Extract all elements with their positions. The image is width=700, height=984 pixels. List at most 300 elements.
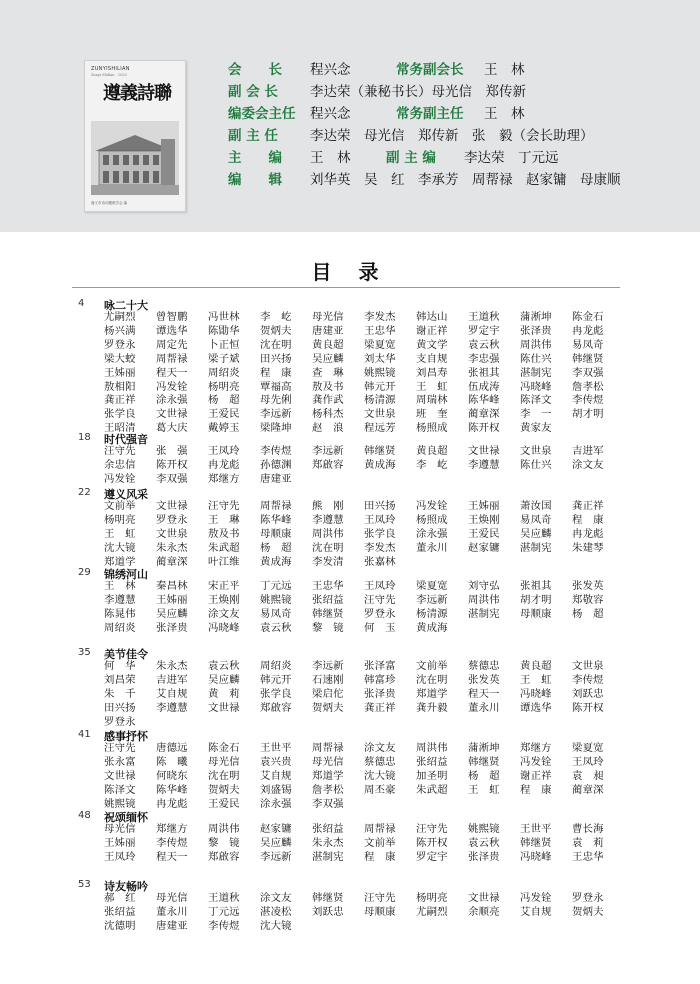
author-name: 葛大庆 bbox=[156, 422, 188, 435]
section-authors bbox=[104, 311, 624, 436]
author-name: 程 康 bbox=[260, 366, 292, 379]
author-name: 汪守先 bbox=[208, 500, 240, 512]
author-name: 王凤玲 bbox=[208, 445, 240, 457]
author-name: 周洪伟 bbox=[312, 527, 344, 540]
author-name: 周帮禄 bbox=[312, 742, 344, 754]
author-name: 冯晓峰 bbox=[520, 687, 552, 700]
author-name: 李远新 bbox=[260, 408, 292, 421]
author-name: 黄 莉 bbox=[208, 687, 240, 700]
section-title: 感事抒怀 bbox=[104, 730, 148, 743]
author-name: 伍成涛 bbox=[468, 380, 500, 393]
section-authors bbox=[104, 823, 624, 865]
author-name: 王姊丽 bbox=[104, 836, 136, 849]
author-name: 冯晓峰 bbox=[208, 621, 240, 634]
author-name: 袁兴贵 bbox=[260, 755, 292, 768]
author-name: 曹长海 bbox=[572, 823, 604, 835]
author-name: 何 玉 bbox=[364, 621, 396, 634]
author-name: 朱武超 bbox=[208, 541, 240, 554]
author-name: 张学良 bbox=[260, 687, 292, 700]
author-name: 敖及书 bbox=[208, 527, 240, 540]
author-name: 刘昌寿 bbox=[416, 366, 448, 379]
author-name: 黎 镜 bbox=[312, 621, 344, 634]
author-name: 郑啟容 bbox=[260, 701, 292, 714]
author-name: 陈勖华 bbox=[208, 324, 240, 337]
author-name: 李遵慧 bbox=[468, 458, 500, 471]
author-name: 韩继贤 bbox=[572, 352, 604, 365]
author-name: 王爱民 bbox=[208, 408, 240, 421]
author-name: 詹孝松 bbox=[572, 380, 604, 393]
author-name: 支自规 bbox=[416, 352, 448, 365]
author-name: 龚升毅 bbox=[416, 701, 448, 714]
author-name: 叶江维 bbox=[208, 555, 240, 568]
author-name: 罗登永 bbox=[104, 338, 136, 351]
author-name: 周帮禄 bbox=[364, 823, 396, 835]
author-name: 文世禄 bbox=[104, 769, 136, 782]
author-name: 郑敬容 bbox=[572, 593, 604, 606]
author-name: 郑继方 bbox=[156, 823, 188, 835]
section-authors bbox=[104, 580, 624, 636]
author-name: 董永川 bbox=[416, 541, 448, 554]
staff-names: 程兴念 bbox=[310, 106, 351, 122]
author-name: 胡才明 bbox=[520, 593, 552, 606]
author-name: 张泽贵 bbox=[364, 687, 396, 700]
author-name: 易凤奇 bbox=[572, 338, 604, 351]
staff-names-secondary: 王 林 bbox=[484, 62, 525, 78]
author-name: 母光信 bbox=[312, 755, 344, 768]
author-name: 王 虹 bbox=[520, 673, 552, 686]
author-name: 龚作武 bbox=[312, 394, 344, 407]
author-name: 陈开权 bbox=[416, 836, 448, 849]
author-name: 梁大蛟 bbox=[104, 352, 136, 365]
author-name: 艾自规 bbox=[520, 905, 552, 918]
author-name: 杨 超 bbox=[260, 541, 292, 554]
author-name: 杨 超 bbox=[208, 394, 240, 407]
author-name: 湛凌松 bbox=[260, 905, 292, 918]
staff-role: 会 长 bbox=[228, 62, 282, 78]
author-name: 母光信 bbox=[208, 755, 240, 768]
author-name: 周洪伟 bbox=[468, 593, 500, 606]
author-name: 杨照成 bbox=[416, 513, 448, 526]
author-name: 蒲淅坤 bbox=[520, 311, 552, 323]
section-page-number: 29 bbox=[78, 567, 91, 578]
author-name: 文世泉 bbox=[156, 527, 188, 540]
author-name: 李遵慧 bbox=[104, 593, 136, 606]
author-name: 刘守弘 bbox=[468, 580, 500, 592]
author-name: 文世泉 bbox=[364, 408, 396, 421]
author-name: 杨明亮 bbox=[104, 513, 136, 526]
author-name: 陈晁伟 bbox=[104, 607, 136, 620]
author-name: 杨 超 bbox=[468, 769, 500, 782]
author-name: 冉龙彪 bbox=[156, 797, 188, 810]
author-name: 刘太华 bbox=[364, 352, 396, 365]
author-name: 唐德远 bbox=[156, 742, 188, 754]
author-name: 蔡德忠 bbox=[468, 660, 500, 672]
author-name: 陈仕兴 bbox=[520, 458, 552, 471]
staff-role: 副 会 长 bbox=[228, 84, 278, 100]
author-name: 王爱民 bbox=[208, 797, 240, 810]
author-name: 李双强 bbox=[572, 366, 604, 379]
staff-names-secondary: 王 林 bbox=[484, 106, 525, 122]
author-name: 黄成海 bbox=[260, 555, 292, 568]
author-name: 程远芳 bbox=[364, 422, 396, 435]
author-name: 孙德渊 bbox=[260, 458, 292, 471]
author-name: 熊 刚 bbox=[312, 500, 344, 512]
author-name: 韩元开 bbox=[260, 673, 292, 686]
section-authors bbox=[104, 742, 624, 812]
staff-role: 编 辑 bbox=[228, 172, 282, 188]
author-name: 李忠强 bbox=[468, 352, 500, 365]
author-name: 李 一 bbox=[520, 408, 552, 421]
author-name: 王 琳 bbox=[208, 513, 240, 526]
author-name: 王道秋 bbox=[208, 892, 240, 904]
author-name: 周洪伟 bbox=[208, 823, 240, 835]
author-name: 李双强 bbox=[312, 797, 344, 810]
author-name: 张学良 bbox=[364, 527, 396, 540]
author-name: 杨兴满 bbox=[104, 324, 136, 337]
author-name: 罗登永 bbox=[364, 607, 396, 620]
author-name: 郑道学 bbox=[312, 769, 344, 782]
author-name: 王世平 bbox=[520, 823, 552, 835]
author-name: 唐建亚 bbox=[312, 324, 344, 337]
section-authors bbox=[104, 500, 624, 570]
author-name: 朱 千 bbox=[104, 687, 136, 700]
staff-role: 编委会主任 bbox=[228, 106, 296, 122]
author-name: 赵家镛 bbox=[468, 541, 500, 554]
author-name: 郑道学 bbox=[416, 687, 448, 700]
author-name: 周帮禄 bbox=[156, 352, 188, 365]
author-name: 梁隆坤 bbox=[260, 422, 292, 435]
author-name: 黄家友 bbox=[520, 422, 552, 435]
author-name: 周绍炎 bbox=[208, 366, 240, 379]
author-name: 王姊丽 bbox=[468, 500, 500, 512]
author-name: 涂永强 bbox=[416, 527, 448, 540]
author-name: 韩继贤 bbox=[312, 892, 344, 904]
author-name: 姚熙镜 bbox=[104, 797, 136, 810]
author-name: 王焕刚 bbox=[208, 593, 240, 606]
author-name: 张泽富 bbox=[364, 660, 396, 672]
author-name: 朱永杰 bbox=[156, 660, 188, 672]
author-name: 蔺章深 bbox=[156, 555, 188, 568]
author-name: 沈大镜 bbox=[364, 769, 396, 782]
author-name: 冯世林 bbox=[208, 311, 240, 323]
author-name: 黄成海 bbox=[416, 621, 448, 634]
author-name: 周瑞林 bbox=[416, 394, 448, 407]
author-name: 覃福高 bbox=[260, 380, 292, 393]
author-name: 李传煜 bbox=[156, 836, 188, 849]
author-name: 易凤奇 bbox=[520, 513, 552, 526]
author-name: 张永富 bbox=[104, 755, 136, 768]
author-name: 王世平 bbox=[260, 742, 292, 754]
author-name: 母光信 bbox=[156, 892, 188, 904]
author-name: 尤嗣烈 bbox=[416, 905, 448, 918]
section-title: 美节佳令 bbox=[104, 648, 148, 661]
author-name: 郑啟容 bbox=[312, 458, 344, 471]
author-name: 韩元开 bbox=[364, 380, 396, 393]
section-title: 诗友畅吟 bbox=[104, 880, 148, 893]
author-name: 冉龙彪 bbox=[208, 458, 240, 471]
author-name: 郑道学 bbox=[104, 555, 136, 568]
author-name: 文世禄 bbox=[156, 408, 188, 421]
author-name: 张祖其 bbox=[520, 580, 552, 592]
author-name: 吴应麟 bbox=[208, 673, 240, 686]
author-name: 龚正祥 bbox=[104, 394, 136, 407]
author-name: 陈仕兴 bbox=[520, 352, 552, 365]
author-name: 母光信 bbox=[104, 823, 136, 835]
author-name: 文世禄 bbox=[156, 500, 188, 512]
cover-building-photo bbox=[91, 121, 179, 195]
author-name: 文世禄 bbox=[468, 892, 500, 904]
author-name: 王焕刚 bbox=[468, 513, 500, 526]
masthead-panel bbox=[0, 0, 700, 232]
author-name: 韩继贤 bbox=[364, 445, 396, 457]
author-name: 汪守先 bbox=[364, 892, 396, 904]
author-name: 蒲淅坤 bbox=[468, 742, 500, 754]
author-name: 李远新 bbox=[416, 593, 448, 606]
author-name: 李远新 bbox=[260, 850, 292, 863]
author-name: 蔺章深 bbox=[572, 783, 604, 796]
staff-names-secondary: 李达荣 丁元远 bbox=[464, 150, 559, 166]
author-name: 沈在明 bbox=[208, 769, 240, 782]
author-name: 文世禄 bbox=[208, 701, 240, 714]
author-name: 曾智鹏 bbox=[156, 311, 188, 323]
author-name: 田兴扬 bbox=[364, 500, 396, 512]
author-name: 李传煜 bbox=[260, 445, 292, 457]
author-name: 王忠华 bbox=[364, 324, 396, 337]
author-name: 周绍炎 bbox=[104, 621, 136, 634]
author-name: 戴婷玉 bbox=[208, 422, 240, 435]
author-name: 王 虹 bbox=[104, 527, 136, 540]
author-name: 周绍炎 bbox=[260, 660, 292, 672]
author-name: 张 强 bbox=[156, 445, 188, 457]
author-name: 李遵慧 bbox=[156, 701, 188, 714]
author-name: 宋正平 bbox=[208, 580, 240, 592]
author-name: 石速刚 bbox=[312, 673, 344, 686]
author-name: 王忠华 bbox=[312, 580, 344, 592]
author-name: 沈在明 bbox=[312, 541, 344, 554]
author-name: 郑继方 bbox=[208, 472, 240, 485]
section-title: 锦绣河山 bbox=[104, 568, 148, 581]
author-name: 袁云秋 bbox=[260, 621, 292, 634]
journal-cover bbox=[84, 60, 186, 212]
section-page-number: 4 bbox=[78, 298, 85, 309]
author-name: 谭选华 bbox=[520, 701, 552, 714]
author-name: 袁 昶 bbox=[572, 769, 604, 782]
toc-heading: 目 录 bbox=[311, 260, 389, 284]
author-name: 陈开权 bbox=[156, 458, 188, 471]
author-name: 胡才明 bbox=[572, 408, 604, 421]
author-name: 文前举 bbox=[104, 500, 136, 512]
author-name: 周丕豪 bbox=[364, 783, 396, 796]
author-name: 李 屹 bbox=[260, 311, 292, 323]
section-page-number: 35 bbox=[78, 647, 91, 658]
staff-names: 程兴念 bbox=[310, 62, 351, 78]
author-name: 张泽贵 bbox=[468, 850, 500, 863]
section-authors bbox=[104, 660, 624, 730]
staff-names: 王 林 bbox=[310, 150, 351, 166]
author-name: 杨照成 bbox=[416, 422, 448, 435]
author-name: 吉进军 bbox=[572, 445, 604, 457]
author-name: 母顺康 bbox=[520, 607, 552, 620]
author-name: 杨明亮 bbox=[416, 892, 448, 904]
author-name: 姚熙镜 bbox=[468, 823, 500, 835]
author-name: 李发清 bbox=[312, 555, 344, 568]
author-name: 程天一 bbox=[468, 687, 500, 700]
author-name: 冯发铨 bbox=[416, 500, 448, 512]
author-name: 母顺康 bbox=[260, 527, 292, 540]
author-name: 王昭清 bbox=[104, 422, 136, 435]
author-name: 梁夏宽 bbox=[416, 580, 448, 592]
section-title: 咏二十大 bbox=[104, 299, 148, 312]
author-name: 韩富珍 bbox=[364, 673, 396, 686]
author-name: 周洪伟 bbox=[520, 338, 552, 351]
section-page-number: 18 bbox=[78, 432, 91, 443]
author-name: 黄良超 bbox=[312, 338, 344, 351]
author-name: 周定先 bbox=[156, 338, 188, 351]
author-name: 董永川 bbox=[468, 701, 500, 714]
author-name: 张发英 bbox=[572, 580, 604, 592]
author-name: 何 华 bbox=[104, 660, 136, 672]
author-name: 唐建亚 bbox=[260, 472, 292, 485]
author-name: 朱永杰 bbox=[156, 541, 188, 554]
author-name: 李远新 bbox=[312, 660, 344, 672]
author-name: 冯发铨 bbox=[520, 755, 552, 768]
author-name: 冯发铨 bbox=[104, 472, 136, 485]
author-name: 陈金石 bbox=[572, 311, 604, 323]
author-name: 丁元远 bbox=[260, 580, 292, 592]
author-name: 张泽贵 bbox=[520, 324, 552, 337]
author-name: 汪守先 bbox=[416, 823, 448, 835]
author-name: 袁云秋 bbox=[208, 660, 240, 672]
author-name: 程天一 bbox=[156, 366, 188, 379]
author-name: 郝 红 bbox=[104, 892, 136, 904]
author-name: 陈泽文 bbox=[104, 783, 136, 796]
author-name: 易凤奇 bbox=[260, 607, 292, 620]
author-name: 文前举 bbox=[416, 660, 448, 672]
author-name: 张绍益 bbox=[104, 905, 136, 918]
author-name: 冯晓峰 bbox=[520, 380, 552, 393]
author-name: 王爱民 bbox=[468, 527, 500, 540]
author-name: 梁启佗 bbox=[312, 687, 344, 700]
author-name: 王姊丽 bbox=[104, 366, 136, 379]
cover-title-cn: 遵義詩聯 bbox=[103, 83, 171, 104]
author-name: 涂文友 bbox=[260, 892, 292, 904]
heading-divider bbox=[72, 287, 620, 288]
section-title: 祝颂缅怀 bbox=[104, 811, 148, 824]
author-name: 蔡德忠 bbox=[364, 755, 396, 768]
author-name: 梁夏宽 bbox=[572, 742, 604, 754]
author-name: 文世泉 bbox=[572, 660, 604, 672]
author-name: 陈 曦 bbox=[156, 755, 188, 768]
author-name: 朱建琴 bbox=[572, 541, 604, 554]
author-name: 湛制宪 bbox=[312, 850, 344, 863]
section-title: 时代强音 bbox=[104, 433, 148, 446]
author-name: 母先俐 bbox=[260, 394, 292, 407]
author-name: 谢正祥 bbox=[416, 324, 448, 337]
section-authors bbox=[104, 892, 624, 934]
author-name: 吉进军 bbox=[156, 673, 188, 686]
author-name: 谭选华 bbox=[156, 324, 188, 337]
author-name: 王忠华 bbox=[572, 850, 604, 863]
author-name: 姚熙镜 bbox=[364, 366, 396, 379]
author-name: 王凤玲 bbox=[364, 513, 396, 526]
author-name: 查 琳 bbox=[312, 366, 344, 379]
author-name: 郑继方 bbox=[520, 742, 552, 754]
author-name: 余顺亮 bbox=[468, 905, 500, 918]
author-name: 赵家镛 bbox=[260, 823, 292, 835]
author-name: 湛制宪 bbox=[520, 366, 552, 379]
author-name: 贺炳夫 bbox=[260, 324, 292, 337]
author-name: 刘跃忠 bbox=[312, 905, 344, 918]
author-name: 黎 镜 bbox=[208, 836, 240, 849]
author-name: 萧汝国 bbox=[520, 500, 552, 512]
staff-role-secondary: 常务副主任 bbox=[396, 106, 464, 122]
author-name: 刘盛锡 bbox=[260, 783, 292, 796]
author-name: 詹孝松 bbox=[312, 783, 344, 796]
author-name: 艾自规 bbox=[156, 687, 188, 700]
author-name: 文世泉 bbox=[520, 445, 552, 457]
author-name: 王 虹 bbox=[468, 783, 500, 796]
author-name: 贺炳夫 bbox=[572, 905, 604, 918]
author-name: 黄成海 bbox=[364, 458, 396, 471]
author-name: 吴应麟 bbox=[260, 836, 292, 849]
author-name: 敖及书 bbox=[312, 380, 344, 393]
author-name: 张泽贵 bbox=[156, 621, 188, 634]
author-name: 李远新 bbox=[312, 445, 344, 457]
author-name: 冯发铨 bbox=[520, 892, 552, 904]
author-name: 王凤玲 bbox=[104, 850, 136, 863]
author-name: 杨清源 bbox=[364, 394, 396, 407]
author-name: 王凤玲 bbox=[572, 755, 604, 768]
author-name: 谢正祥 bbox=[520, 769, 552, 782]
author-name: 龚正祥 bbox=[572, 500, 604, 512]
author-name: 程 康 bbox=[572, 513, 604, 526]
author-name: 涂永强 bbox=[260, 797, 292, 810]
author-name: 袁云秋 bbox=[468, 836, 500, 849]
author-name: 贺炳夫 bbox=[208, 783, 240, 796]
staff-role: 副 主 任 bbox=[228, 128, 278, 144]
author-name: 梁夏宽 bbox=[364, 338, 396, 351]
author-name: 朱永杰 bbox=[312, 836, 344, 849]
author-name: 吴应麟 bbox=[156, 607, 188, 620]
author-name: 袁 莉 bbox=[572, 836, 604, 849]
author-name: 周帮禄 bbox=[260, 500, 292, 512]
author-name: 秦昌林 bbox=[156, 580, 188, 592]
author-name: 姚熙镜 bbox=[260, 593, 292, 606]
author-name: 沈大镜 bbox=[260, 919, 292, 932]
author-name: 沈德明 bbox=[104, 919, 136, 932]
author-name: 陈金石 bbox=[208, 742, 240, 754]
author-name: 湛制宪 bbox=[468, 607, 500, 620]
cover-subtitle: Zunyi Shilian · 2020 bbox=[91, 73, 127, 77]
author-name: 冯晓峰 bbox=[520, 850, 552, 863]
author-name: 袁云秋 bbox=[468, 338, 500, 351]
author-name: 文世禄 bbox=[468, 445, 500, 457]
author-name: 张祖其 bbox=[468, 366, 500, 379]
author-name: 涂文友 bbox=[364, 742, 396, 754]
author-name: 班 奎 bbox=[416, 408, 448, 421]
author-name: 汪守先 bbox=[364, 593, 396, 606]
author-name: 湛制宪 bbox=[520, 541, 552, 554]
author-name: 冯发铨 bbox=[156, 380, 188, 393]
author-name: 王姊丽 bbox=[156, 593, 188, 606]
staff-names: 李达荣（兼秘书长）母光信 郑传新 bbox=[310, 84, 526, 100]
author-name: 李双强 bbox=[156, 472, 188, 485]
author-name: 卜正恒 bbox=[208, 338, 240, 351]
author-name: 沈在明 bbox=[260, 338, 292, 351]
section-page-number: 22 bbox=[78, 487, 91, 498]
author-name: 涂文友 bbox=[572, 458, 604, 471]
author-name: 李发杰 bbox=[364, 311, 396, 323]
